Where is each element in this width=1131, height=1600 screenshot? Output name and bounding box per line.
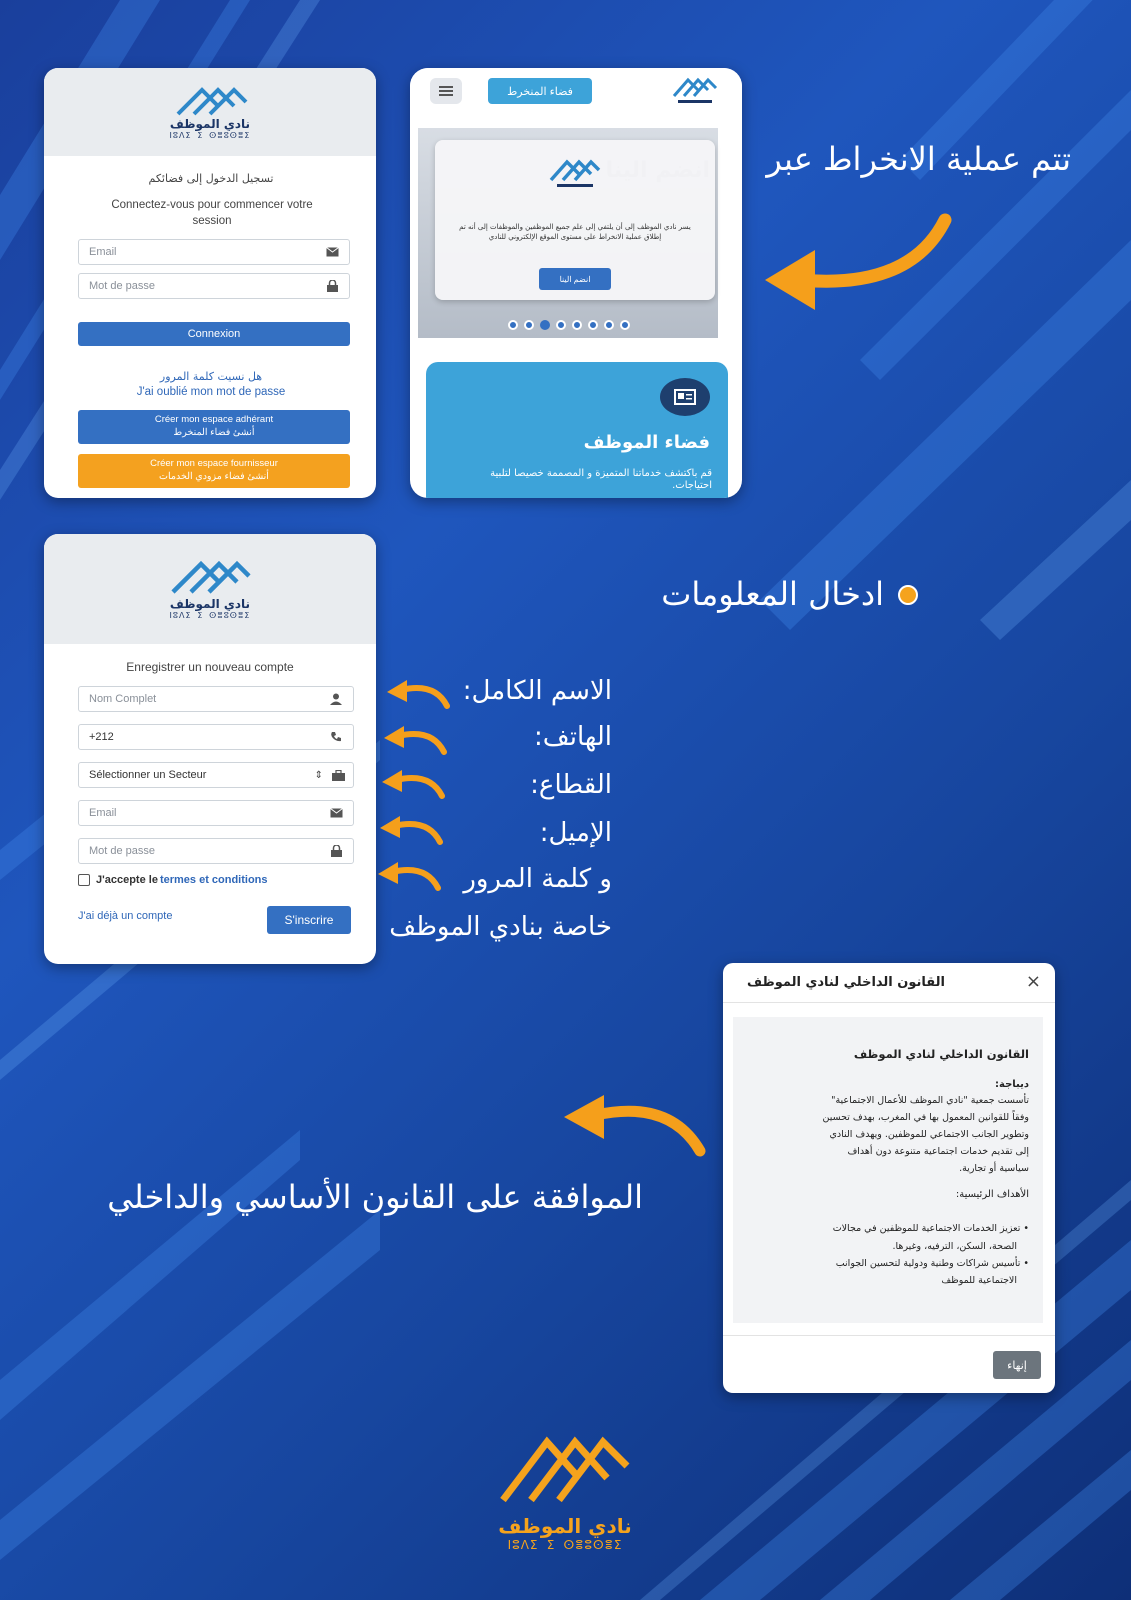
- phone-field[interactable]: [78, 724, 354, 750]
- footer-brand-name: نادي الموظف: [498, 1514, 632, 1538]
- signup-button[interactable]: S'inscrire: [267, 906, 351, 934]
- supplier-btn-ar: أنشئ فضاء مزودي الخدمات: [159, 471, 269, 482]
- lock-icon: [325, 280, 339, 292]
- curved-arrow-icon: [382, 722, 448, 756]
- logo-icon: [170, 84, 250, 118]
- label-employee-club: خاصة بنادي الموظف: [389, 912, 612, 942]
- slide-dot[interactable]: [556, 320, 566, 330]
- menu-button[interactable]: [430, 78, 462, 104]
- label-password: و كلمة المرور: [463, 864, 612, 894]
- register-form: [60, 644, 360, 964]
- curved-arrow-icon: [385, 676, 451, 710]
- brand-sub: ⵏⵓⴷⵉ ⵉ ⵙⴻⵓⵙⴻⵉ: [169, 131, 251, 141]
- briefcase-icon: [331, 769, 345, 781]
- goal-item-cont: الصحة، السكن، الترفيه، وغيرها.: [892, 1240, 1017, 1252]
- email-placeholder: Email: [89, 807, 117, 819]
- envelope-icon: [329, 807, 343, 819]
- login-title-fr: Connectez-vous pour commencer votre session: [111, 199, 313, 227]
- modal-header: [723, 963, 1055, 1003]
- terms-link[interactable]: termes et conditions: [159, 874, 268, 886]
- logo-icon: [547, 154, 603, 194]
- logo-icon: [495, 1428, 635, 1510]
- section1-title: تتم عملية الانخراط عبر: [766, 140, 1071, 178]
- finish-button[interactable]: إنهاء: [993, 1351, 1041, 1379]
- select-arrows-icon: ⇕: [314, 769, 323, 781]
- logo-icon: [165, 558, 255, 598]
- full-name-placeholder: Nom Complet: [89, 693, 157, 705]
- employee-space-card[interactable]: [426, 362, 728, 498]
- brand-sub: ⵏⵓⴷⵉ ⵉ ⵙⴻⵓⵙⴻⵉ: [169, 611, 251, 621]
- register-title: Enregistrer un nouveau compte: [126, 660, 294, 674]
- slide-dot[interactable]: [604, 320, 614, 330]
- lock-icon: [329, 845, 343, 857]
- terms-checkbox[interactable]: [78, 874, 90, 886]
- have-account-link[interactable]: J'ai déjà un compte: [78, 910, 173, 922]
- sector-placeholder: Sélectionner un Secteur: [89, 769, 207, 781]
- curved-arrow-icon: [560, 1085, 710, 1157]
- hero-text: يسر نادي الموظف إلى أن يلتفي إلى علم جميع الموظفين والموظفات إلى أنه تم إطلاق عملية الانخراط على مستوى الموقع الإلكتروني للنادي: [459, 223, 691, 242]
- bullet-dot: [898, 585, 918, 605]
- section2-title: ادخال المعلومات: [661, 575, 884, 613]
- slide-dot[interactable]: [620, 320, 630, 330]
- member-btn-ar: أنشئ فضاء المنخرط: [173, 427, 255, 438]
- slide-dot-active[interactable]: [540, 320, 550, 330]
- goal-item: • تعزيز الخدمات الاجتماعية للموظفين في مجالات: [832, 1223, 1029, 1235]
- top-bar: [410, 68, 742, 124]
- preamble-line: وتطوير الجانب الاجتماعي للموظفين. ويهدف النادي: [829, 1129, 1029, 1141]
- logo-header: [44, 534, 376, 644]
- email-field[interactable]: [78, 800, 354, 826]
- forgot-password-fr-link[interactable]: J'ai oublié mon mot de passe: [136, 386, 286, 398]
- goals-list: [743, 1220, 1029, 1288]
- curved-arrow-icon: [378, 812, 444, 846]
- supplier-btn-fr: Créer mon espace fournisseur: [150, 458, 278, 470]
- email-field[interactable]: [78, 239, 350, 265]
- user-icon: [329, 693, 343, 705]
- footer-logo: [490, 1428, 640, 1578]
- section3-title: الموافقة على القانون الأساسي والداخلي: [107, 1178, 643, 1216]
- brand-name: نادي الموظف: [169, 596, 251, 611]
- hero-popup: [435, 140, 715, 300]
- forgot-password-ar-link[interactable]: هل نسيت كلمة المرور: [159, 370, 263, 383]
- brand-name: نادي الموظف: [169, 116, 251, 131]
- label-full-name: الاسم الكامل:: [462, 676, 612, 706]
- login-title-ar: تسجيل الدخول إلى فضائكم: [148, 172, 274, 185]
- create-supplier-space-button[interactable]: [78, 454, 350, 488]
- close-icon[interactable]: ×: [1025, 971, 1041, 992]
- logo-icon: [670, 74, 720, 108]
- login-screen: [44, 68, 376, 498]
- connexion-button[interactable]: Connexion: [78, 322, 350, 346]
- sector-select[interactable]: [78, 762, 354, 788]
- card-title: فضاء الموظف: [583, 432, 710, 453]
- label-sector: القطاع:: [530, 770, 612, 800]
- hamburger-icon: [439, 90, 453, 92]
- phone-value: +212: [89, 731, 114, 743]
- footer-brand-sub: ⵏⵓⴷⵉ ⵉ ⵙⴻⵓⵙⴻⵉ: [507, 1538, 623, 1552]
- card-text: قم باكتشف خدماتنا المتميزة و المصممة خصيصا لتلبية احتياجات.: [490, 468, 712, 491]
- label-phone: الهاتف:: [534, 722, 612, 752]
- goal-item-cont: الاجتماعية للموظف: [941, 1274, 1017, 1286]
- join-us-button[interactable]: انضم الينا: [539, 268, 611, 290]
- full-name-field[interactable]: [78, 686, 354, 712]
- accept-label: J'accepte le: [96, 874, 158, 886]
- envelope-icon: [325, 246, 339, 258]
- password-field[interactable]: [78, 273, 350, 299]
- rules-modal: [723, 963, 1055, 1393]
- slide-dot[interactable]: [572, 320, 582, 330]
- slide-dot[interactable]: [588, 320, 598, 330]
- goals-title: الأهداف الرئيسية:: [955, 1189, 1029, 1201]
- id-card-icon: [674, 389, 696, 405]
- preamble-title: ديباجة:: [995, 1079, 1029, 1090]
- preamble-line: وفقاً للقوانين المعمول بها في المغرب، بهدف تحسين: [822, 1112, 1029, 1124]
- preamble-line: تأسست جمعية "نادي الموظف للأعمال الاجتماعية": [831, 1095, 1029, 1106]
- goal-item: • تأسيس شراكات وطنية ودولية لتحسين الجوانب: [835, 1257, 1029, 1269]
- create-member-space-button[interactable]: [78, 410, 350, 444]
- email-placeholder: Email: [89, 246, 117, 258]
- slider-dots: [508, 320, 630, 330]
- preamble-line: إلى تقديم خدمات اجتماعية متنوعة دون أهداف: [847, 1146, 1029, 1158]
- slide-dot[interactable]: [524, 320, 534, 330]
- curved-arrow-icon: [376, 858, 442, 892]
- hero-banner: [418, 128, 718, 338]
- label-email: الإميل:: [539, 818, 612, 848]
- modal-footer-divider: [723, 1335, 1055, 1336]
- id-card-icon-wrap: [660, 378, 710, 416]
- preamble-text: [743, 1092, 1029, 1177]
- slide-dot[interactable]: [508, 320, 518, 330]
- member-btn-fr: Créer mon espace adhérant: [154, 414, 274, 426]
- password-field[interactable]: [78, 838, 354, 864]
- curved-arrow-icon: [380, 766, 446, 800]
- logo-header: [44, 68, 376, 156]
- password-placeholder: Mot de passe: [89, 845, 156, 857]
- phone-icon: [329, 731, 343, 743]
- terms-row: [78, 874, 268, 886]
- preamble-line: سياسية أو تجارية.: [959, 1163, 1029, 1175]
- register-screen: [44, 534, 376, 964]
- member-space-button[interactable]: فضاء المنخرط: [488, 78, 592, 104]
- modal-title: القانون الداخلي لنادي الموظف: [747, 975, 945, 990]
- login-form: [62, 156, 360, 498]
- modal-body[interactable]: [733, 1017, 1043, 1323]
- password-placeholder: Mot de passe: [89, 280, 156, 292]
- curved-arrow-icon: [760, 210, 960, 320]
- doc-title: القانون الداخلي لنادي الموظف: [853, 1047, 1029, 1061]
- home-screen: [410, 68, 742, 498]
